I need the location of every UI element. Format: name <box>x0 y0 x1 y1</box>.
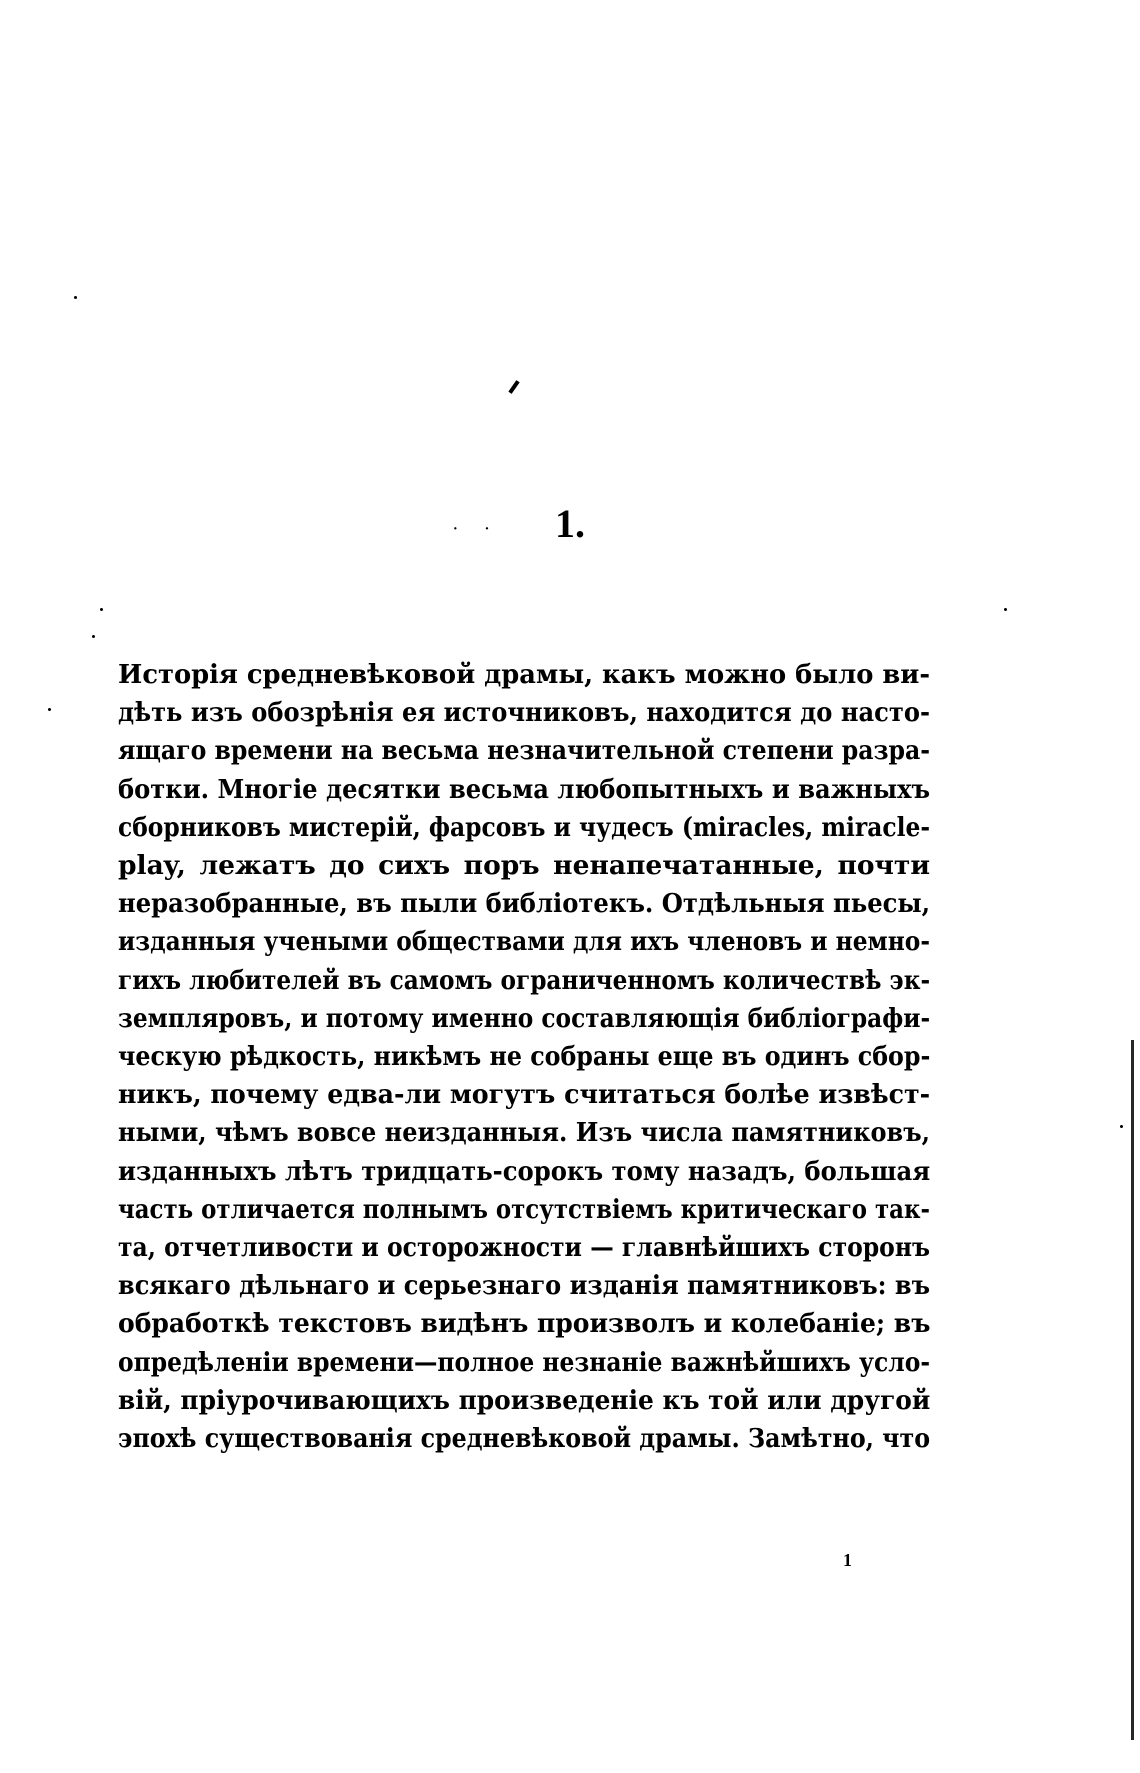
body-text <box>118 656 930 1458</box>
text-line: часть отличается полнымъ отсутствіемъ критическаго так- <box>118 1193 930 1225</box>
text-line: изданныхъ лѣтъ тридцать-сорокъ тому назадъ, большая <box>118 1155 931 1187</box>
text-line: ческую рѣдкость, никѣмъ не собраны еще въ одинъ сбор- <box>118 1041 931 1073</box>
scan-speck <box>48 708 51 711</box>
text-line: та, отчетливости и осторожности — главнѣйшихъ сторонъ <box>118 1232 931 1264</box>
text-line: изданныя учеными обществами для ихъ членовъ и немно- <box>118 926 931 958</box>
text-line: дѣть изъ обозрѣнія ея источниковъ, находится до насто- <box>118 697 930 729</box>
text-line: обработкѣ текстовъ видѣнъ произволъ и колебаніе; въ <box>118 1308 931 1340</box>
scan-speck <box>1120 1125 1123 1128</box>
text-line: всякаго дѣльнаго и серьезнаго изданія памятниковъ: въ <box>118 1270 931 1302</box>
text-line: вій, пріурочивающихъ произведеніе къ той или другой <box>118 1384 930 1416</box>
text-line: эпохѣ существованія средневѣковой драмы. Замѣтно, что <box>118 1423 931 1455</box>
text-line: Исторія средневѣковой драмы, какъ можно было ви- <box>118 659 931 690</box>
text-line: никъ, почему едва-ли могутъ считаться болѣе извѣст- <box>118 1079 931 1111</box>
text-line: ботки. Многіе десятки весьма любопытныхъ и важныхъ <box>118 773 931 805</box>
printer-signature: 1 <box>843 1550 852 1570</box>
text-line: сборниковъ мистерій, фарсовъ и чудесъ (miracles, miracle- <box>118 811 931 843</box>
scan-speck <box>92 635 95 638</box>
text-line: ящаго времени на весьма незначительной степени разра- <box>118 735 931 767</box>
section-number: 1. <box>555 501 585 546</box>
page-edge-shadow <box>1131 1040 1134 1740</box>
section-dots: · · <box>452 518 501 540</box>
text-line: play, лежатъ до сихъ поръ ненапечатанные, почти <box>118 850 930 882</box>
scan-speck <box>74 296 77 299</box>
scan-speck <box>100 608 103 611</box>
text-line: неразобранные, въ пыли библіотекъ. Отдѣльныя пьесы, <box>118 888 930 920</box>
text-line: земпляровъ, и потому именно составляющія библіографи- <box>118 1002 930 1034</box>
text-line: ными, чѣмъ вовсе неизданныя. Изъ числа памятниковъ, <box>118 1117 930 1149</box>
ink-mark <box>508 380 519 394</box>
text-line: опредѣленіи времени—полное незнаніе важнѣйшихъ усло- <box>118 1346 930 1378</box>
scan-speck <box>1004 608 1007 611</box>
text-line: гихъ любителей въ самомъ ограниченномъ количествѣ эк- <box>118 964 930 996</box>
